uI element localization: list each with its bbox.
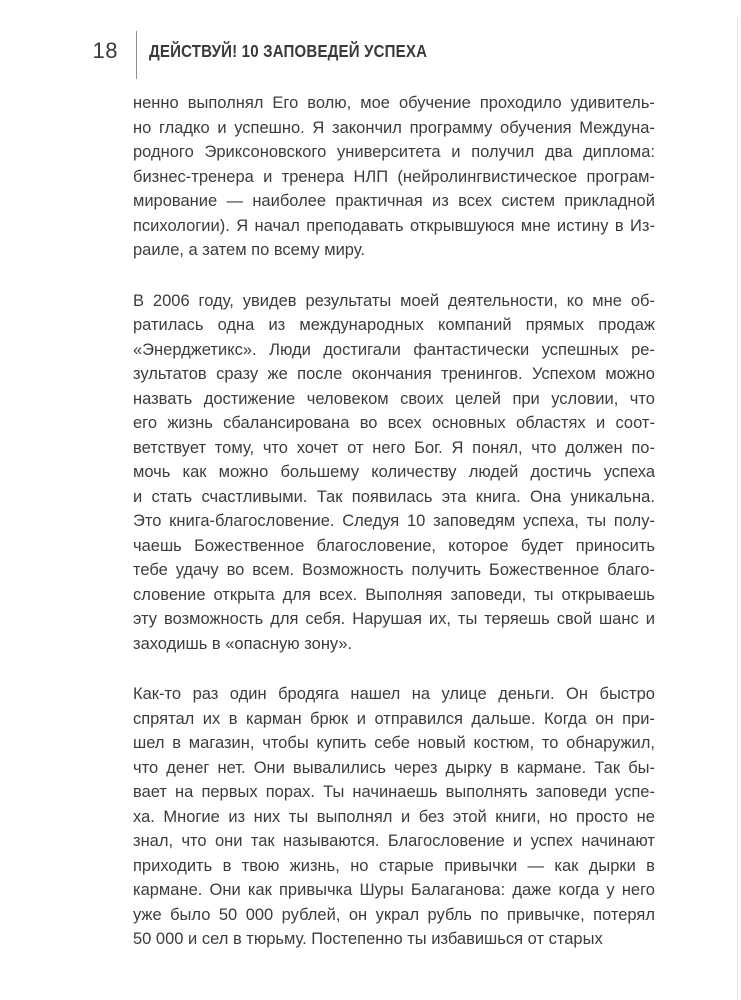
text-line: психологии). Я начал преподавать открывшуюся мне истину в Из-: [133, 216, 655, 235]
text-line: заходишь в «опасную зону».: [133, 634, 353, 653]
running-title: ДЕЙСТВУЙ! 10 ЗАПОВЕДЕЙ УСПЕХА: [149, 41, 428, 61]
text-line: эту возможность для себя. Нарушая их, ты теряешь свой шанс и: [133, 610, 655, 628]
text-line: «Энерджетикс». Люди достигали фантастически успешных ре-: [133, 340, 655, 359]
text-line: ненно выполнял Его волю, мое обучение проходило удивитель-: [133, 94, 655, 112]
text-line: кармане. Они как привычка Шуры Балаганова: даже когда у него: [133, 881, 655, 899]
text-line: назвать достижение человеком своих целей при условии, что: [133, 389, 655, 408]
text-line: его жизнь сбалансирована во всех основных областях и соот-: [133, 414, 655, 432]
paragraph: [133, 289, 655, 657]
text-line: знал, что они так называются. Благословение и успех начинают: [133, 832, 655, 850]
text-line: шел в магазин, чтобы купить себе новый костюм, то обнаружил,: [133, 734, 655, 752]
text-line: что денег нет. Они вывалились через дырку в кармане. Так бы-: [133, 758, 655, 777]
text-line: но гладко и успешно. Я закончил программу обучения Междуна-: [133, 118, 655, 137]
text-line: мочь как можно большему количеству людей достичь успеха: [133, 463, 655, 481]
text-line: Как-то раз один бродяга нашел на улице деньги. Он быстро: [133, 685, 655, 703]
body-text: [133, 91, 655, 952]
text-line: В 2006 году, увидев результаты моей деятельности, ко мне об-: [133, 291, 655, 310]
text-line: 50 000 и сел в тюрьму. Постепенно ты избавишься от старых: [133, 930, 603, 948]
page-edge-line: [737, 18, 738, 1000]
text-line: Это книга-благословение. Следуя 10 заповедям успеха, ты полу-: [133, 512, 655, 530]
text-line: приходить в твою жизнь, но старые привычки — как дырки в: [133, 856, 655, 875]
text-line: родного Эриксоновского университета и получил два диплома:: [133, 143, 655, 161]
page-number: 18: [92, 38, 118, 63]
text-line: тебе удачу во всем. Возможность получить Божественное благо-: [133, 561, 655, 579]
text-line: мирование — наиболее практичная из всех систем прикладной: [133, 192, 655, 210]
text-line: уже было 50 000 рублей, он украл рубль по привычке, потерял: [133, 905, 655, 924]
header-divider: [136, 31, 137, 79]
text-line: словение открыта для всех. Выполняя заповеди, ты открываешь: [133, 585, 655, 604]
text-line: ратилась одна из международных компаний прямых продаж: [133, 316, 655, 334]
text-line: и стать счастливыми. Так появилась эта книга. Она уникальна.: [133, 487, 655, 506]
text-line: ветствует тому, что хочет от него Бог. Я понял, что должен по-: [133, 438, 655, 457]
text-line: зультатов сразу же после окончания тренингов. Успехом можно: [133, 365, 655, 383]
paragraph: [133, 91, 655, 263]
text-line: чаешь Божественное благословение, которое будет приносить: [133, 536, 655, 555]
text-line: раиле, а затем по всему миру.: [133, 241, 365, 259]
paragraph: [133, 682, 655, 952]
text-line: спрятал их в карман брюк и отправился дальше. Когда он при-: [133, 709, 655, 728]
text-line: бизнес-тренера и тренера НЛП (нейролингвистическое програм-: [133, 167, 655, 186]
text-line: вает на первых порах. Ты начинаешь выполнять заповеди успе-: [133, 783, 655, 801]
text-line: ха. Многие из них ты выполнял и без этой книги, но просто не: [133, 807, 655, 826]
